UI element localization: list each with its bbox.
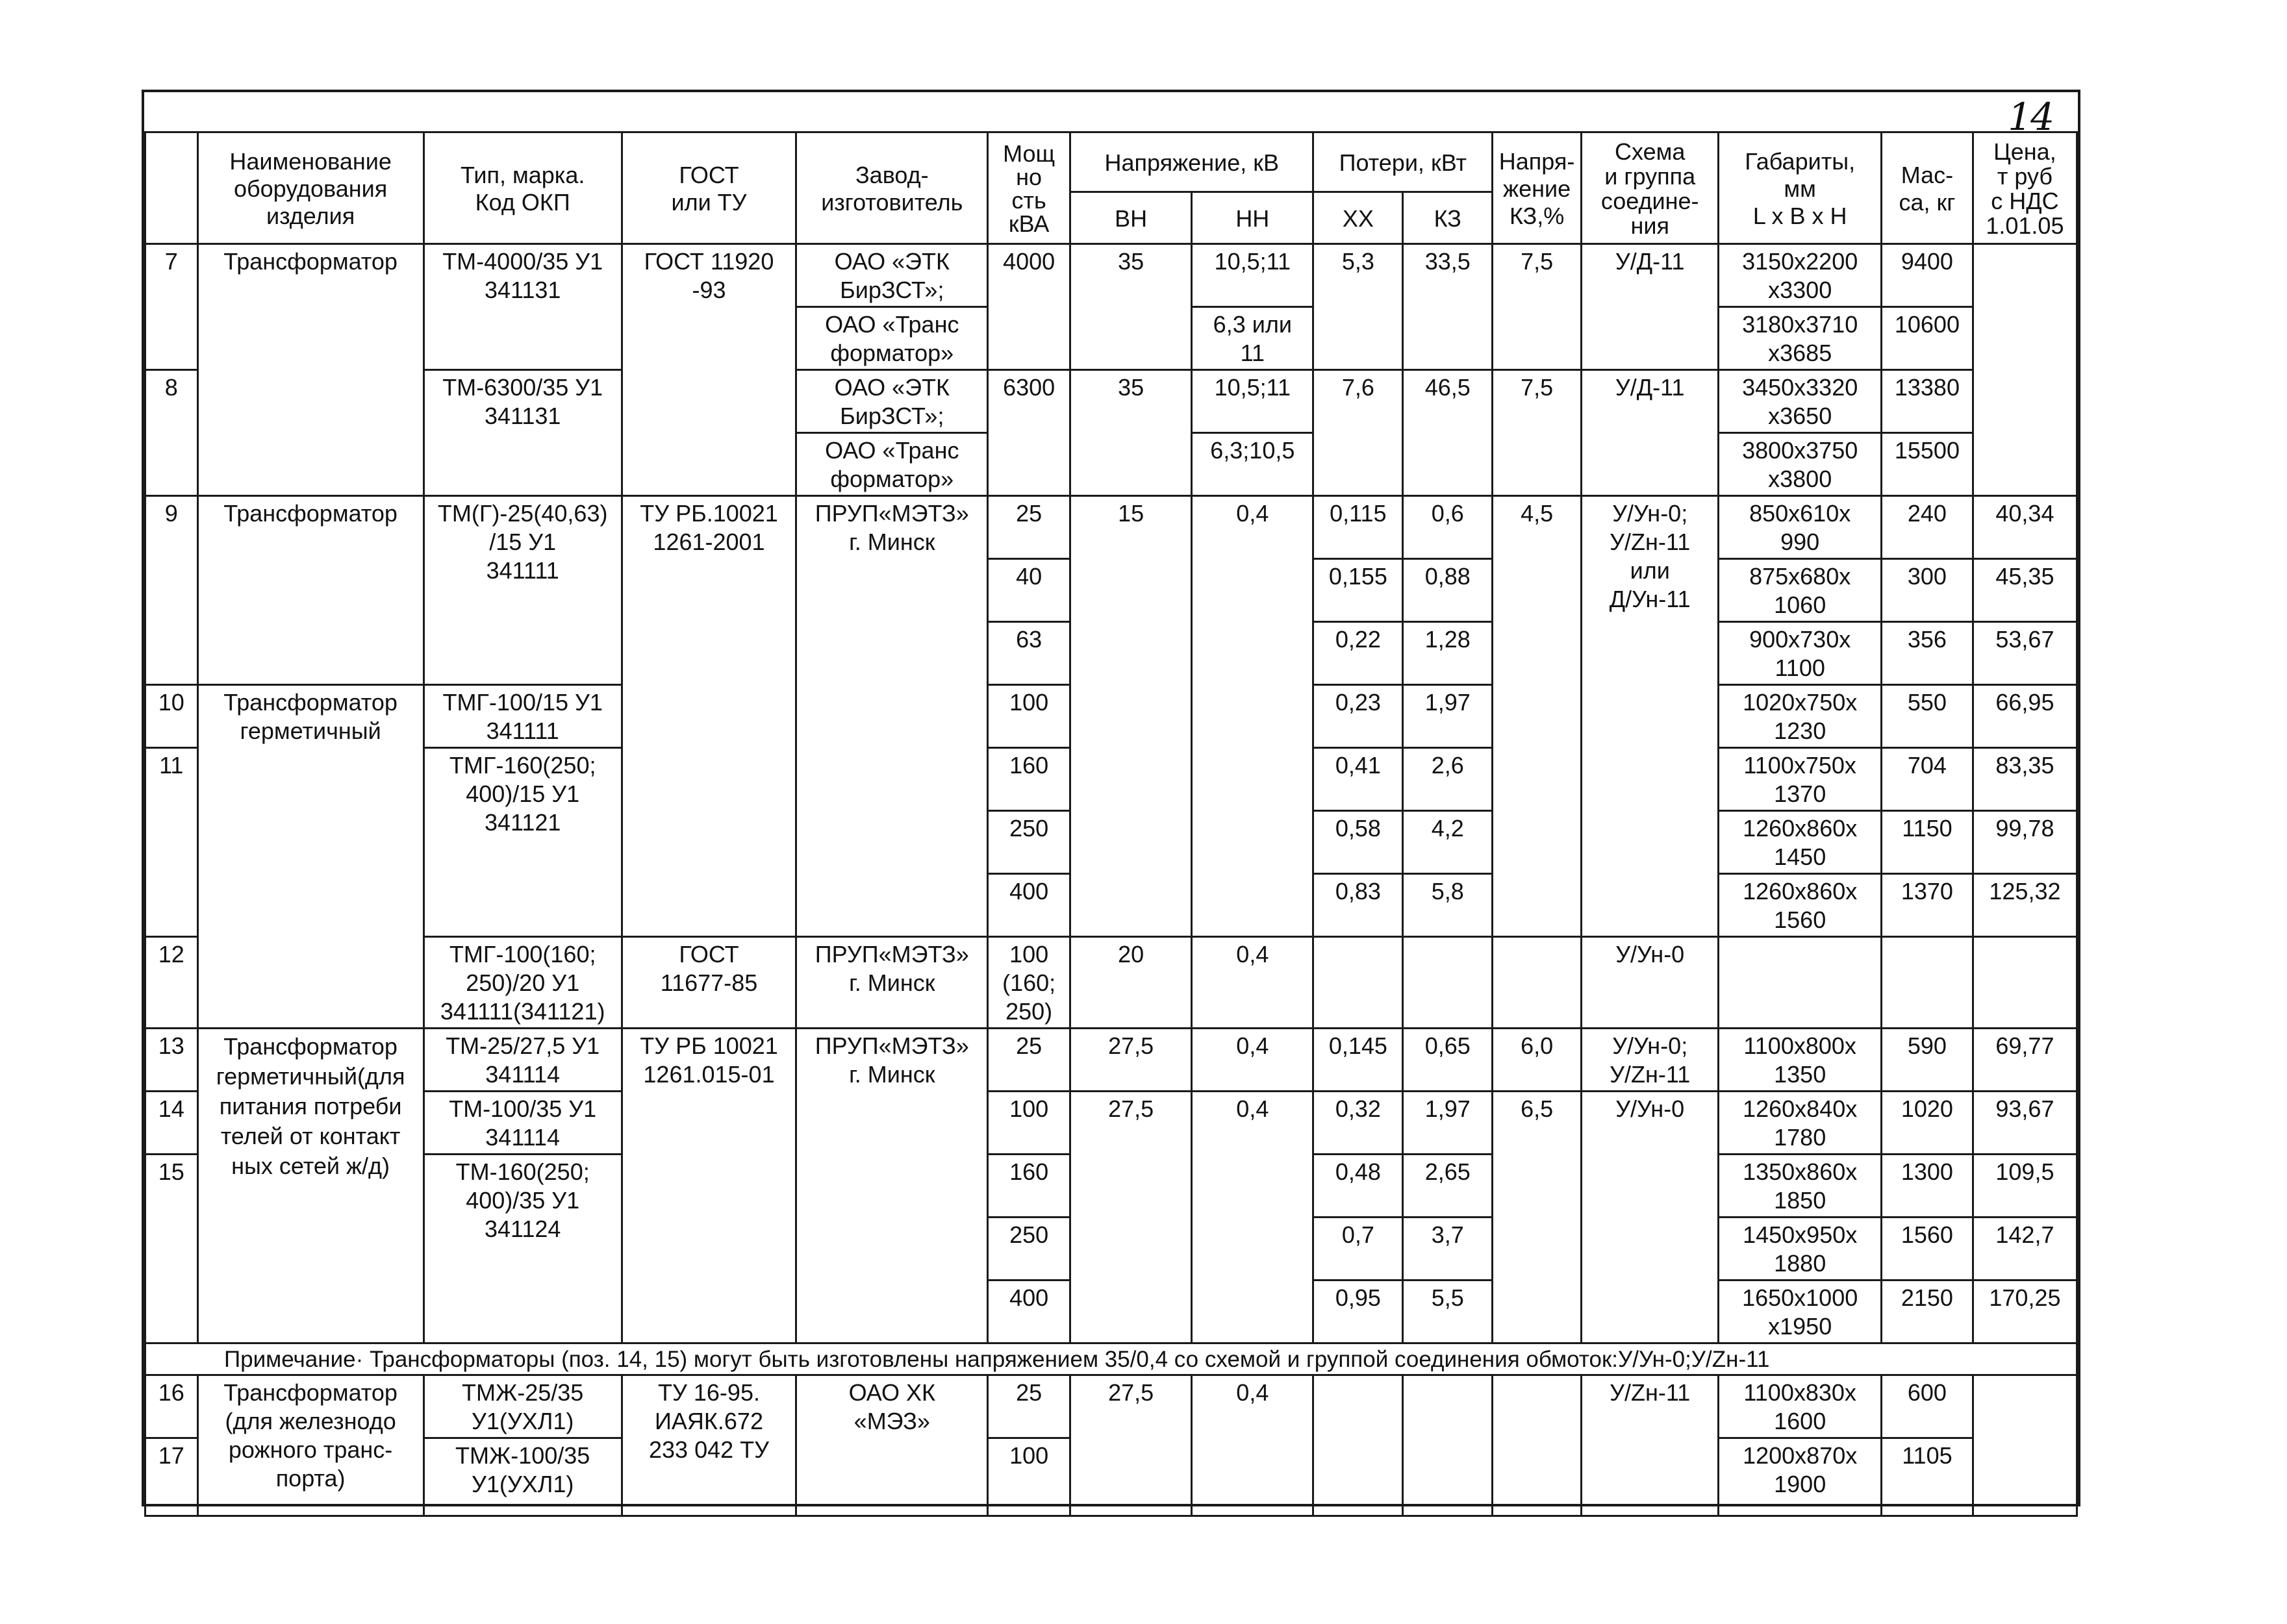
power: 400: [988, 874, 1070, 937]
price: 142,7: [1973, 1218, 2077, 1280]
type-code: ТМ-6300/35 У1 341131: [423, 370, 622, 496]
mass: 9400: [1881, 244, 1973, 307]
loss-xx: 0,155: [1313, 559, 1403, 622]
power: 250: [988, 1218, 1070, 1280]
mass: 1150: [1881, 811, 1973, 874]
header-kz-voltage: Напря- жение КЗ,%: [1493, 132, 1582, 244]
loss-kz: 2,6: [1403, 748, 1493, 811]
row-number: 14: [145, 1092, 198, 1155]
loss-xx: 0,83: [1313, 874, 1403, 937]
kz-voltage: 6,0: [1493, 1029, 1582, 1092]
voltage-vn: 35: [1070, 370, 1192, 496]
header-kz: КЗ: [1403, 192, 1493, 244]
table-row: [145, 937, 2077, 1029]
header-nn: НН: [1192, 192, 1313, 244]
dimensions: 3180x3710 x3685: [1719, 307, 1882, 370]
voltage-vn: 20: [1070, 937, 1192, 1029]
loss-kz: 1,97: [1403, 1092, 1493, 1155]
header-name: Наименование оборудования изделия: [197, 132, 423, 244]
kz-voltage: [1493, 937, 1582, 1029]
dimensions: 1100x750x 1370: [1719, 748, 1882, 811]
price: 69,77: [1973, 1029, 2077, 1092]
row-number: 8: [145, 370, 198, 496]
dimensions: 3800x3750 x3800: [1719, 433, 1882, 496]
voltage-vn: 27,5: [1070, 1375, 1192, 1516]
dimensions: 1200x870x 1900: [1719, 1438, 1882, 1516]
dimensions: 1100x830x 1600: [1719, 1375, 1882, 1438]
type-code: ТМГ-160(250; 400)/15 У1 341121: [423, 748, 622, 937]
header-gost: ГОСТ или ТУ: [622, 132, 796, 244]
mass: 1300: [1881, 1155, 1973, 1218]
voltage-nn: 6,3 или 11: [1192, 307, 1313, 370]
mass: 300: [1881, 559, 1973, 622]
header-voltage: Напряжение, кВ: [1070, 132, 1313, 192]
header-power: Мощ но сть кВА: [988, 132, 1070, 244]
mass: 590: [1881, 1029, 1973, 1092]
header-row: [145, 132, 2077, 192]
voltage-nn: 10,5;11: [1192, 370, 1313, 433]
price: 125,32: [1973, 874, 2077, 937]
scheme: У/Ун-0; У/Zн-11 или Д/Ун-11: [1582, 496, 1719, 937]
mass: 1560: [1881, 1218, 1973, 1280]
dimensions: 3150x2200 x3300: [1719, 244, 1882, 307]
loss-kz: 33,5: [1403, 244, 1493, 370]
price: [1973, 937, 2077, 1029]
scheme: У/Д-11: [1582, 244, 1719, 370]
row-number: 15: [145, 1155, 198, 1343]
maker: ПРУП«МЭТЗ» г. Минск: [796, 1029, 988, 1343]
power: 100: [988, 1438, 1070, 1516]
note-row: [145, 1343, 2077, 1375]
header-losses: Потери, кВт: [1313, 132, 1493, 192]
price: 66,95: [1973, 685, 2077, 748]
gost: ТУ 16-95. ИАЯК.672 233 042 ТУ: [622, 1375, 796, 1516]
price: 53,67: [1973, 622, 2077, 685]
header-type: Тип, марка. Код ОКП: [423, 132, 622, 244]
loss-kz: 4,2: [1403, 811, 1493, 874]
maker: ОАО ХК «МЭЗ»: [796, 1375, 988, 1516]
power: 100 (160; 250): [988, 937, 1070, 1029]
dimensions: 1650x1000 x1950: [1719, 1280, 1882, 1343]
price: 109,5: [1973, 1155, 2077, 1218]
equipment-table: [144, 131, 2078, 1517]
gost: ГОСТ 11920 -93: [622, 244, 796, 496]
equipment-name: Трансформатор герметичный(для питания потреби телей от контакт ных сетей ж/д): [197, 1029, 423, 1343]
voltage-nn: 10,5;11: [1192, 244, 1313, 307]
table-row: [145, 1375, 2077, 1438]
loss-xx: 0,48: [1313, 1155, 1403, 1218]
power: 6300: [988, 370, 1070, 496]
note-text: Примечание· Трансформаторы (поз. 14, 15) могут быть изготовлены напряжением 35/0,4 со схемой и группой соединения обмоток:У/Ун-0;У/Zн-11: [145, 1343, 2077, 1375]
maker: ОАО «ЭТК БирЗСТ»;: [796, 370, 988, 433]
row-number: 7: [145, 244, 198, 370]
equipment-name: Трансформатор герметичный: [197, 685, 423, 1029]
mass: 10600: [1881, 307, 1973, 370]
kz-voltage: 4,5: [1493, 496, 1582, 937]
header-vn: ВН: [1070, 192, 1192, 244]
dimensions: 3450x3320 x3650: [1719, 370, 1882, 433]
dimensions: 1260x840x 1780: [1719, 1092, 1882, 1155]
equipment-name: Трансформатор: [197, 244, 423, 496]
mass: 1020: [1881, 1092, 1973, 1155]
dimensions: 1450x950x 1880: [1719, 1218, 1882, 1280]
power: 25: [988, 496, 1070, 559]
voltage-nn: 0,4: [1192, 1375, 1313, 1516]
mass: 240: [1881, 496, 1973, 559]
loss-kz: [1403, 937, 1493, 1029]
loss-xx: 0,41: [1313, 748, 1403, 811]
loss-xx: [1313, 937, 1403, 1029]
power: 4000: [988, 244, 1070, 370]
mass: 356: [1881, 622, 1973, 685]
voltage-nn: 6,3;10,5: [1192, 433, 1313, 496]
header-xx: ХХ: [1313, 192, 1403, 244]
maker: ОАО «ЭТК БирЗСТ»;: [796, 244, 988, 307]
mass: 13380: [1881, 370, 1973, 433]
power: 100: [988, 1092, 1070, 1155]
dimensions: 1260x860x 1450: [1719, 811, 1882, 874]
type-code: ТМЖ-25/35 У1(УХЛ1): [423, 1375, 622, 1438]
maker: ОАО «Транс форматор»: [796, 433, 988, 496]
mass: [1881, 937, 1973, 1029]
loss-xx: [1313, 1375, 1403, 1516]
loss-kz: 0,88: [1403, 559, 1493, 622]
kz-voltage: 7,5: [1493, 244, 1582, 370]
dimensions: 900x730x 1100: [1719, 622, 1882, 685]
price: 45,35: [1973, 559, 2077, 622]
power: 160: [988, 748, 1070, 811]
power: 400: [988, 1280, 1070, 1343]
price: 40,34: [1973, 496, 2077, 559]
power: 100: [988, 685, 1070, 748]
dimensions: 850x610x 990: [1719, 496, 1882, 559]
dimensions: 1020x750x 1230: [1719, 685, 1882, 748]
loss-kz: 2,65: [1403, 1155, 1493, 1218]
power: 63: [988, 622, 1070, 685]
scheme: У/Ун-0: [1582, 1092, 1719, 1343]
equipment-name: Трансформатор (для железнодо рожного транс- порта): [197, 1375, 423, 1516]
type-code: ТМ-4000/35 У1 341131: [423, 244, 622, 370]
loss-xx: 0,7: [1313, 1218, 1403, 1280]
row-number: 12: [145, 937, 198, 1029]
power: 160: [988, 1155, 1070, 1218]
power: 25: [988, 1029, 1070, 1092]
mass: 2150: [1881, 1280, 1973, 1343]
type-code: ТМЖ-100/35 У1(УХЛ1): [423, 1438, 622, 1516]
loss-kz: 1,97: [1403, 685, 1493, 748]
kz-voltage: 7,5: [1493, 370, 1582, 496]
loss-kz: 5,8: [1403, 874, 1493, 937]
mass: 1370: [1881, 874, 1973, 937]
table-row: [145, 1092, 2077, 1155]
kz-voltage: 6,5: [1493, 1092, 1582, 1343]
loss-kz: 3,7: [1403, 1218, 1493, 1280]
table-row: [145, 244, 2077, 307]
scheme: У/Ун-0; У/Zн-11: [1582, 1029, 1719, 1092]
loss-xx: 0,32: [1313, 1092, 1403, 1155]
mass: 704: [1881, 748, 1973, 811]
voltage-vn: 27,5: [1070, 1092, 1192, 1343]
dimensions: 1350x860x 1850: [1719, 1155, 1882, 1218]
row-number: 11: [145, 748, 198, 937]
price: 83,35: [1973, 748, 2077, 811]
header-price: Цена, т руб с НДС 1.01.05: [1973, 132, 2077, 244]
power: 250: [988, 811, 1070, 874]
table-row: [145, 1029, 2077, 1092]
price-list-sheet: [142, 90, 2080, 1506]
mass: 1105: [1881, 1438, 1973, 1516]
gost: ТУ РБ.10021 1261-2001: [622, 496, 796, 937]
loss-xx: 5,3: [1313, 244, 1403, 370]
type-code: ТМ-160(250; 400)/35 У1 341124: [423, 1155, 622, 1343]
dimensions: 1260x860x 1560: [1719, 874, 1882, 937]
type-code: ТМ(Г)-25(40,63) /15 У1 341111: [423, 496, 622, 685]
loss-xx: 0,23: [1313, 685, 1403, 748]
kz-voltage: [1493, 1375, 1582, 1516]
price: [1973, 244, 2077, 496]
power: 25: [988, 1375, 1070, 1438]
loss-xx: 0,22: [1313, 622, 1403, 685]
loss-xx: 0,58: [1313, 811, 1403, 874]
row-number: 9: [145, 496, 198, 685]
loss-kz: 0,65: [1403, 1029, 1493, 1092]
type-code: ТМ-25/27,5 У1 341114: [423, 1029, 622, 1092]
header-number: [145, 132, 198, 244]
maker: ПРУП«МЭТЗ» г. Минск: [796, 496, 988, 937]
row-number: 17: [145, 1438, 198, 1516]
maker: ОАО «Транс форматор»: [796, 307, 988, 370]
voltage-nn: 0,4: [1192, 496, 1313, 937]
type-code: ТМГ-100/15 У1 341111: [423, 685, 622, 748]
voltage-nn: 0,4: [1192, 937, 1313, 1029]
voltage-vn: 35: [1070, 244, 1192, 370]
mass: 15500: [1881, 433, 1973, 496]
scheme: У/Ун-0: [1582, 937, 1719, 1029]
loss-kz: [1403, 1375, 1493, 1516]
mass: 550: [1881, 685, 1973, 748]
dimensions: 875x680x 1060: [1719, 559, 1882, 622]
type-code: ТМ-100/35 У1 341114: [423, 1092, 622, 1155]
gost: ГОСТ 11677-85: [622, 937, 796, 1029]
price: [1973, 1375, 2077, 1516]
type-code: ТМГ-100(160; 250)/20 У1 341111(341121): [423, 937, 622, 1029]
header-dims: Габариты, мм L x B x H: [1719, 132, 1882, 244]
loss-xx: 0,115: [1313, 496, 1403, 559]
scheme: У/Zн-11: [1582, 1375, 1719, 1516]
header-scheme: Схема и группа соедине- ния: [1582, 132, 1719, 244]
row-number: 13: [145, 1029, 198, 1092]
header-mass: Мас- са, кг: [1881, 132, 1973, 244]
price: 170,25: [1973, 1280, 2077, 1343]
power: 40: [988, 559, 1070, 622]
voltage-nn: 0,4: [1192, 1029, 1313, 1092]
gost: ТУ РБ 10021 1261.015-01: [622, 1029, 796, 1343]
mass: 600: [1881, 1375, 1973, 1438]
voltage-nn: 0,4: [1192, 1092, 1313, 1343]
voltage-vn: 15: [1070, 496, 1192, 937]
loss-xx: 0,95: [1313, 1280, 1403, 1343]
loss-xx: 7,6: [1313, 370, 1403, 496]
loss-kz: 46,5: [1403, 370, 1493, 496]
page-number: 14: [2008, 95, 2053, 139]
table-row: [145, 496, 2077, 559]
loss-xx: 0,145: [1313, 1029, 1403, 1092]
scheme: У/Д-11: [1582, 370, 1719, 496]
table-row: [145, 370, 2077, 433]
price: 93,67: [1973, 1092, 2077, 1155]
row-number: 10: [145, 685, 198, 748]
row-number: 16: [145, 1375, 198, 1438]
dimensions: [1719, 937, 1882, 1029]
voltage-vn: 27,5: [1070, 1029, 1192, 1092]
loss-kz: 0,6: [1403, 496, 1493, 559]
loss-kz: 5,5: [1403, 1280, 1493, 1343]
header-maker: Завод- изготовитель: [796, 132, 988, 244]
dimensions: 1100x800x 1350: [1719, 1029, 1882, 1092]
maker: ПРУП«МЭТЗ» г. Минск: [796, 937, 988, 1029]
equipment-name: Трансформатор: [197, 496, 423, 685]
price: 99,78: [1973, 811, 2077, 874]
loss-kz: 1,28: [1403, 622, 1493, 685]
